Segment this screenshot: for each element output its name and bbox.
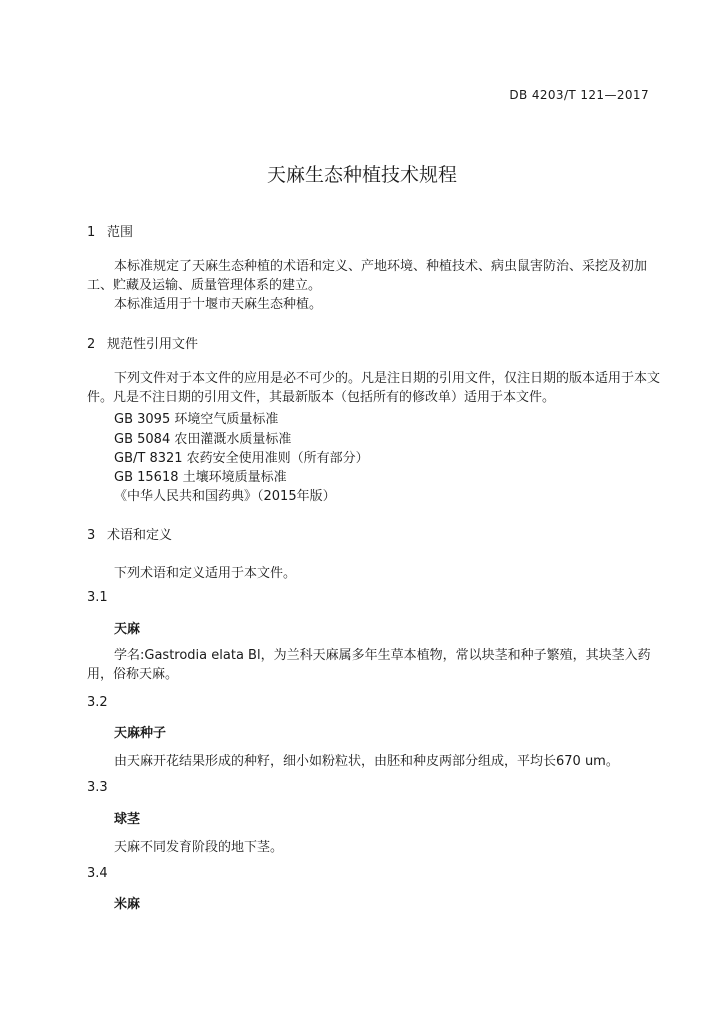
term-number: 3.2 xyxy=(87,695,108,710)
term-name: 米麻 xyxy=(114,897,141,912)
section-1-heading xyxy=(87,221,133,240)
term-definition: 学名:Gastrodia elata Bl，为兰科天麻属多年生草本植物，常以块茎和种子繁殖，其块茎入药用，俗称天麻。 xyxy=(87,648,651,682)
section-number: 3 xyxy=(87,528,96,543)
reference-item: GB 3095 环境空气质量标准 xyxy=(114,412,279,427)
section-title: 术语和定义 xyxy=(107,528,173,543)
section-number: 1 xyxy=(87,225,96,240)
term-number: 3.4 xyxy=(87,866,108,881)
term-definition: 由天麻开花结果形成的种籽，细小如粉粒状，由胚和种皮两部分组成，平均长670 um。 xyxy=(114,754,619,769)
section-title: 范围 xyxy=(107,225,134,240)
section-1-paragraph-2: 本标准适用于十堰市天麻生态种植。 xyxy=(114,297,323,312)
reference-item: GB 5084 农田灌溉水质量标准 xyxy=(114,432,292,447)
term-number: 3.1 xyxy=(87,590,108,605)
term-name: 球茎 xyxy=(114,812,141,827)
standard-number: DB 4203/T 121—2017 xyxy=(509,88,649,102)
section-2-paragraph-1: 下列文件对于本文件的应用是必不可少的。凡是注日期的引用文件，仅注日期的版本适用于本文件。凡是不注日期的引用文件，其最新版本（包括所有的修改单）适用于本文件。 xyxy=(87,371,661,405)
section-2-heading xyxy=(87,333,198,352)
term-definition: 天麻不同发育阶段的地下茎。 xyxy=(114,840,284,855)
section-3-paragraph-1: 下列术语和定义适用于本文件。 xyxy=(114,566,297,581)
document-title: 天麻生态种植技术规程 xyxy=(266,164,457,186)
section-3-heading xyxy=(87,524,172,543)
reference-item: GB/T 8321 农药安全使用准则（所有部分） xyxy=(114,451,369,466)
term-number: 3.3 xyxy=(87,780,108,795)
section-1-paragraph-1: 本标准规定了天麻生态种植的术语和定义、产地环境、种植技术、病虫鼠害防治、采挖及初加工、贮藏及运输、质量管理体系的建立。 xyxy=(87,259,648,293)
section-title: 规范性引用文件 xyxy=(107,337,199,352)
term-name: 天麻种子 xyxy=(114,726,167,741)
section-number: 2 xyxy=(87,337,96,352)
reference-item: GB 15618 土壤环境质量标准 xyxy=(114,470,287,485)
term-name: 天麻 xyxy=(114,622,141,637)
reference-item: 《中华人民共和国药典》（2015年版） xyxy=(114,489,336,504)
